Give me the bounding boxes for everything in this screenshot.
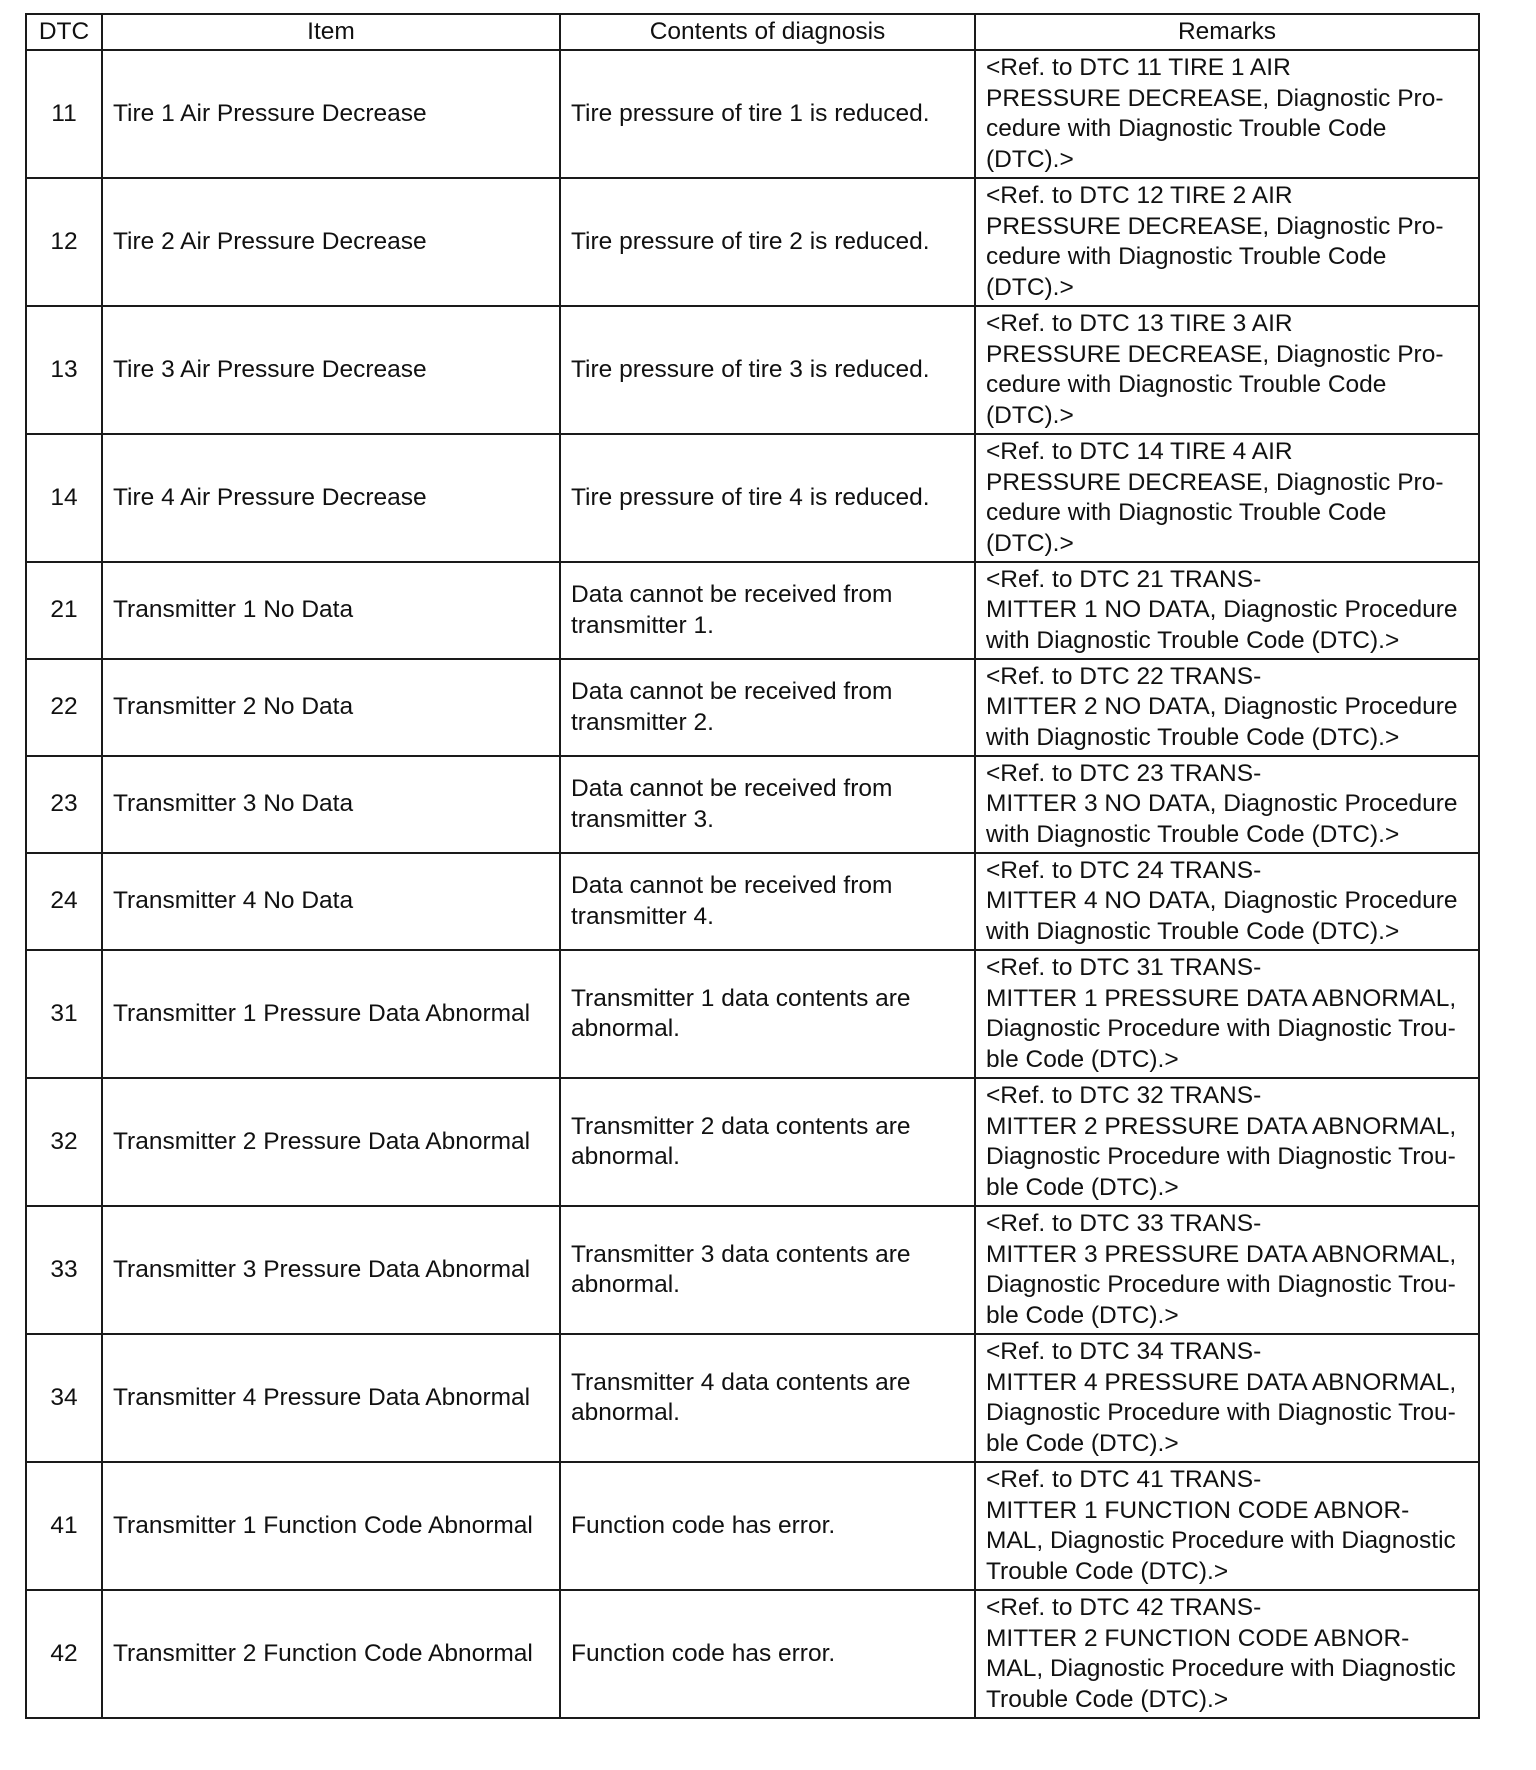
table-row: [26, 306, 1479, 434]
remarks-line: <Ref. to DTC 21 TRANS-: [986, 565, 1262, 593]
header-dtc: DTC: [26, 14, 102, 50]
cell-dtc-code: 21: [26, 562, 102, 659]
remarks-line: MITTER 1 FUNCTION CODE ABNOR-: [986, 1496, 1410, 1524]
remarks-line: <Ref. to DTC 42 TRANS-: [986, 1594, 1262, 1621]
cell-dtc-code: 32: [26, 1078, 102, 1206]
remarks-line: Diagnostic Procedure with Diagnostic Trou-: [986, 1271, 1456, 1298]
table-header: [26, 14, 1479, 50]
remarks-line: <Ref. to DTC 23 TRANS-: [986, 759, 1262, 787]
cell-item: Transmitter 2 Function Code Abnormal: [102, 1590, 560, 1718]
cell-item: Transmitter 3 Pressure Data Abnormal: [102, 1206, 560, 1334]
remarks-line: <Ref. to DTC 22 TRANS-: [986, 662, 1262, 690]
contents-line: Transmitter 4 data contents are: [571, 1368, 911, 1396]
remarks-line: MITTER 4 NO DATA, Diagnostic Procedure: [986, 887, 1458, 915]
remarks-line: cedure with Diagnostic Trouble Code: [986, 243, 1387, 270]
cell-contents: [560, 1334, 975, 1462]
cell-remarks: [975, 562, 1479, 659]
cell-item: Transmitter 4 Pressure Data Abnormal: [102, 1334, 560, 1462]
contents-line: Transmitter 1 data contents are: [571, 984, 911, 1012]
contents-line: abnormal.: [571, 1015, 680, 1042]
remarks-line: <Ref. to DTC 11 TIRE 1 AIR: [986, 54, 1291, 81]
remarks-line: MITTER 2 NO DATA, Diagnostic Procedure: [986, 693, 1458, 721]
remarks-line: (DTC).>: [986, 273, 1074, 301]
cell-item: Transmitter 1 Pressure Data Abnormal: [102, 950, 560, 1078]
remarks-line: ble Code (DTC).>: [986, 1045, 1179, 1073]
header-remarks: Remarks: [975, 14, 1479, 50]
table-row: [26, 659, 1479, 756]
cell-contents: [560, 853, 975, 950]
cell-contents: Tire pressure of tire 1 is reduced.: [560, 50, 975, 178]
cell-dtc-code: 31: [26, 950, 102, 1078]
cell-contents: Function code has error.: [560, 1462, 975, 1590]
remarks-line: Diagnostic Procedure with Diagnostic Trou-: [986, 1399, 1456, 1426]
cell-dtc-code: 42: [26, 1590, 102, 1718]
remarks-line: MITTER 2 FUNCTION CODE ABNOR-: [986, 1624, 1410, 1652]
remarks-line: <Ref. to DTC 31 TRANS-: [986, 954, 1262, 981]
cell-dtc-code: 33: [26, 1206, 102, 1334]
cell-remarks: [975, 178, 1479, 306]
cell-contents: [560, 950, 975, 1078]
cell-dtc-code: 14: [26, 434, 102, 562]
cell-item: Transmitter 4 No Data: [102, 853, 560, 950]
contents-line: transmitter 1.: [571, 611, 714, 639]
cell-dtc-code: 13: [26, 306, 102, 434]
cell-dtc-code: 34: [26, 1334, 102, 1462]
dtc-table: [25, 13, 1480, 1719]
contents-line: Transmitter 3 data contents are: [571, 1240, 911, 1268]
remarks-line: ble Code (DTC).>: [986, 1173, 1179, 1201]
cell-item: Tire 1 Air Pressure Decrease: [102, 50, 560, 178]
remarks-line: (DTC).>: [986, 529, 1074, 557]
contents-line: Data cannot be received from: [571, 581, 893, 608]
cell-contents: Tire pressure of tire 4 is reduced.: [560, 434, 975, 562]
contents-line: transmitter 2.: [571, 708, 714, 736]
cell-dtc-code: 11: [26, 50, 102, 178]
cell-remarks: [975, 1590, 1479, 1718]
remarks-line: with Diagnostic Trouble Code (DTC).>: [986, 626, 1400, 654]
remarks-line: <Ref. to DTC 12 TIRE 2 AIR: [986, 182, 1293, 209]
table-row: [26, 50, 1479, 178]
cell-item: Tire 3 Air Pressure Decrease: [102, 306, 560, 434]
remarks-line: cedure with Diagnostic Trouble Code: [986, 371, 1387, 398]
cell-contents: [560, 1206, 975, 1334]
remarks-line: with Diagnostic Trouble Code (DTC).>: [986, 917, 1400, 945]
cell-contents: Function code has error.: [560, 1590, 975, 1718]
cell-item: Transmitter 1 No Data: [102, 562, 560, 659]
cell-dtc-code: 23: [26, 756, 102, 853]
contents-line: abnormal.: [571, 1143, 680, 1170]
table-row: [26, 434, 1479, 562]
remarks-line: Trouble Code (DTC).>: [986, 1685, 1229, 1713]
remarks-line: PRESSURE DECREASE, Diagnostic Pro-: [986, 340, 1444, 368]
remarks-line: <Ref. to DTC 32 TRANS-: [986, 1082, 1262, 1109]
contents-line: Data cannot be received from: [571, 775, 893, 802]
remarks-line: MITTER 3 PRESSURE DATA ABNORMAL,: [986, 1240, 1457, 1268]
remarks-line: (DTC).>: [986, 145, 1074, 173]
cell-contents: Tire pressure of tire 2 is reduced.: [560, 178, 975, 306]
cell-item: Transmitter 2 No Data: [102, 659, 560, 756]
remarks-line: Trouble Code (DTC).>: [986, 1557, 1229, 1585]
header-row: [26, 14, 1479, 50]
cell-item: Transmitter 3 No Data: [102, 756, 560, 853]
cell-contents: [560, 562, 975, 659]
remarks-line: <Ref. to DTC 34 TRANS-: [986, 1338, 1262, 1365]
contents-line: transmitter 4.: [571, 902, 714, 930]
remarks-line: Diagnostic Procedure with Diagnostic Trou-: [986, 1143, 1456, 1170]
contents-line: Data cannot be received from: [571, 872, 893, 899]
table-row: [26, 1590, 1479, 1718]
table-row: [26, 853, 1479, 950]
cell-remarks: [975, 1078, 1479, 1206]
table-body: [26, 50, 1479, 1718]
remarks-line: cedure with Diagnostic Trouble Code: [986, 115, 1387, 142]
remarks-line: MITTER 1 NO DATA, Diagnostic Procedure: [986, 596, 1458, 624]
cell-remarks: [975, 306, 1479, 434]
cell-contents: [560, 1078, 975, 1206]
remarks-line: <Ref. to DTC 24 TRANS-: [986, 856, 1262, 884]
header-contents: Contents of diagnosis: [560, 14, 975, 50]
cell-remarks: [975, 434, 1479, 562]
remarks-line: MITTER 4 PRESSURE DATA ABNORMAL,: [986, 1368, 1457, 1396]
cell-remarks: [975, 659, 1479, 756]
remarks-line: PRESSURE DECREASE, Diagnostic Pro-: [986, 84, 1444, 112]
remarks-line: Diagnostic Procedure with Diagnostic Trou-: [986, 1015, 1456, 1042]
contents-line: Transmitter 2 data contents are: [571, 1112, 911, 1140]
contents-line: abnormal.: [571, 1271, 680, 1298]
cell-item: Transmitter 2 Pressure Data Abnormal: [102, 1078, 560, 1206]
remarks-line: MAL, Diagnostic Procedure with Diagnostic: [986, 1655, 1456, 1682]
cell-contents: [560, 756, 975, 853]
remarks-line: cedure with Diagnostic Trouble Code: [986, 499, 1387, 526]
cell-remarks: [975, 950, 1479, 1078]
table-row: [26, 1206, 1479, 1334]
table-row: [26, 1462, 1479, 1590]
cell-contents: [560, 659, 975, 756]
cell-contents: Tire pressure of tire 3 is reduced.: [560, 306, 975, 434]
remarks-line: MITTER 1 PRESSURE DATA ABNORMAL,: [986, 984, 1457, 1012]
cell-item: Tire 4 Air Pressure Decrease: [102, 434, 560, 562]
table-row: [26, 562, 1479, 659]
contents-line: abnormal.: [571, 1399, 680, 1426]
cell-remarks: [975, 756, 1479, 853]
cell-item: Tire 2 Air Pressure Decrease: [102, 178, 560, 306]
remarks-line: <Ref. to DTC 13 TIRE 3 AIR: [986, 310, 1293, 337]
contents-line: Data cannot be received from: [571, 678, 893, 705]
remarks-line: <Ref. to DTC 14 TIRE 4 AIR: [986, 438, 1293, 465]
header-item: Item: [102, 14, 560, 50]
cell-dtc-code: 22: [26, 659, 102, 756]
table-row: [26, 178, 1479, 306]
remarks-line: <Ref. to DTC 33 TRANS-: [986, 1210, 1262, 1237]
cell-remarks: [975, 50, 1479, 178]
remarks-line: PRESSURE DECREASE, Diagnostic Pro-: [986, 468, 1444, 496]
cell-dtc-code: 12: [26, 178, 102, 306]
table-row: [26, 1078, 1479, 1206]
remarks-line: with Diagnostic Trouble Code (DTC).>: [986, 820, 1400, 848]
cell-dtc-code: 24: [26, 853, 102, 950]
cell-remarks: [975, 1462, 1479, 1590]
remarks-line: MAL, Diagnostic Procedure with Diagnostic: [986, 1527, 1456, 1554]
table-row: [26, 950, 1479, 1078]
remarks-line: MITTER 2 PRESSURE DATA ABNORMAL,: [986, 1112, 1457, 1140]
remarks-line: MITTER 3 NO DATA, Diagnostic Procedure: [986, 790, 1458, 818]
remarks-line: PRESSURE DECREASE, Diagnostic Pro-: [986, 212, 1444, 240]
table-row: [26, 1334, 1479, 1462]
cell-remarks: [975, 1334, 1479, 1462]
remarks-line: ble Code (DTC).>: [986, 1301, 1179, 1329]
cell-dtc-code: 41: [26, 1462, 102, 1590]
cell-remarks: [975, 853, 1479, 950]
cell-remarks: [975, 1206, 1479, 1334]
remarks-line: with Diagnostic Trouble Code (DTC).>: [986, 723, 1400, 751]
contents-line: transmitter 3.: [571, 805, 714, 833]
table-row: [26, 756, 1479, 853]
remarks-line: ble Code (DTC).>: [986, 1429, 1179, 1457]
remarks-line: (DTC).>: [986, 401, 1074, 429]
remarks-line: <Ref. to DTC 41 TRANS-: [986, 1466, 1262, 1493]
cell-item: Transmitter 1 Function Code Abnormal: [102, 1462, 560, 1590]
